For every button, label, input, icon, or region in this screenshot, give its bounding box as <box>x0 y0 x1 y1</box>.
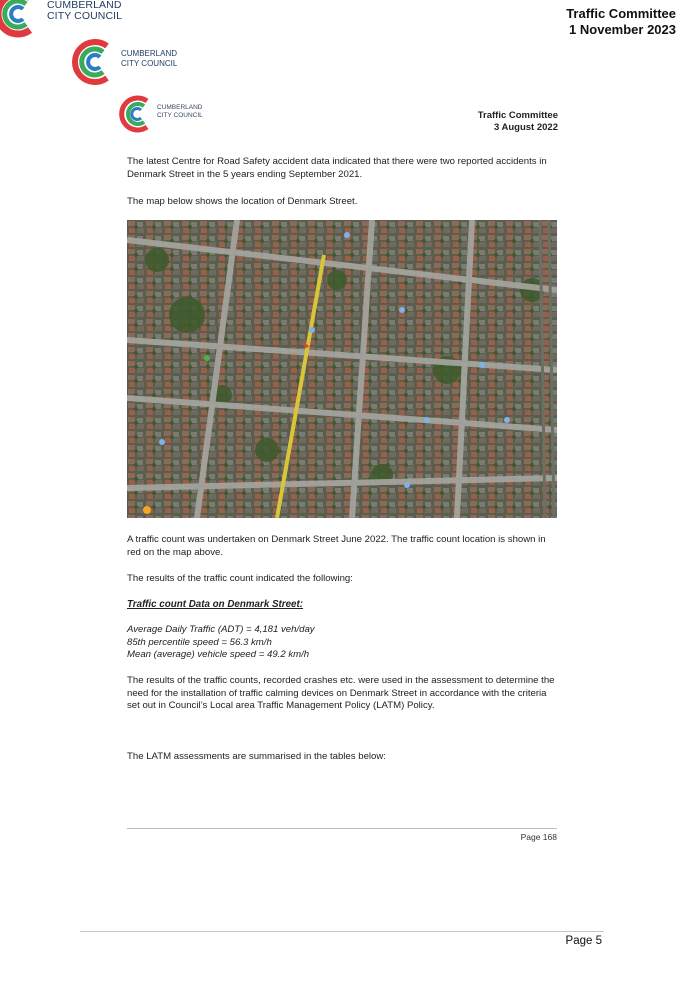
inner-committee-header <box>478 110 558 134</box>
mid-logo-icon <box>70 37 120 92</box>
outer-committee-date: 1 November 2023 <box>569 22 676 37</box>
paragraph-traffic-count: A traffic count was undertaken on Denmark Street June 2022. The traffic count location is shown in red on the map above. <box>127 534 546 558</box>
stat-mean-speed: Mean (average) vehicle speed = 49.2 km/h <box>127 649 310 661</box>
paragraph-map-intro: The map below shows the location of Denmark Street. <box>127 196 358 207</box>
mid-logo-line2: CITY COUNCIL <box>121 59 178 68</box>
inner-logo-line2: CITY COUNCIL <box>157 112 203 119</box>
section-heading-traffic-data: Traffic count Data on Denmark Street: <box>127 599 304 610</box>
inner-committee-date: 3 August 2022 <box>493 122 558 133</box>
inner-logo-icon <box>117 94 157 139</box>
traffic-data-list <box>127 624 559 662</box>
outer-logo-text <box>47 0 122 22</box>
inner-committee-title: Traffic Committee <box>477 110 558 121</box>
paragraph-results-intro: The results of the traffic count indicated the following: <box>127 573 353 584</box>
inner-page-number: Page 168 <box>520 832 557 842</box>
inner-footer-divider <box>127 828 557 829</box>
paragraph-accident-data: The latest Centre for Road Safety accident data indicated that there were two reported accidents in Denmark Street in the 5 years ending September 2021. <box>127 156 547 180</box>
outer-committee-title: Traffic Committee <box>566 6 676 21</box>
outer-logo-line2: CITY COUNCIL <box>47 10 123 22</box>
outer-footer-divider <box>80 931 604 932</box>
outer-committee-header <box>566 6 676 38</box>
paragraph-assessment: The results of the traffic counts, recorded crashes etc. were used in the assessment to determine the need for the installation of traffic calming devices on Denmark Street in accordance with the criteria set out in Council’s Local area Traffic Management Policy (LATM) Policy. <box>127 675 555 712</box>
stat-85th-percentile: 85th percentile speed = 56.3 km/h <box>127 636 272 648</box>
inner-logo-line1: CUMBERLAND <box>157 104 203 111</box>
mid-logo-line1: CUMBERLAND <box>121 49 178 58</box>
mid-logo-text <box>121 49 177 69</box>
satellite-map-image <box>127 220 557 518</box>
paragraph-latm-summary: The LATM assessments are summarised in the tables below: <box>127 751 386 762</box>
stat-adt: Average Daily Traffic (ADT) = 4,181 veh/day <box>127 624 315 635</box>
outer-page-number: Page 5 <box>565 935 602 947</box>
outer-logo-line1: CUMBERLAND <box>47 0 122 11</box>
inner-logo-text <box>157 104 203 120</box>
outer-logo-icon <box>0 0 44 45</box>
